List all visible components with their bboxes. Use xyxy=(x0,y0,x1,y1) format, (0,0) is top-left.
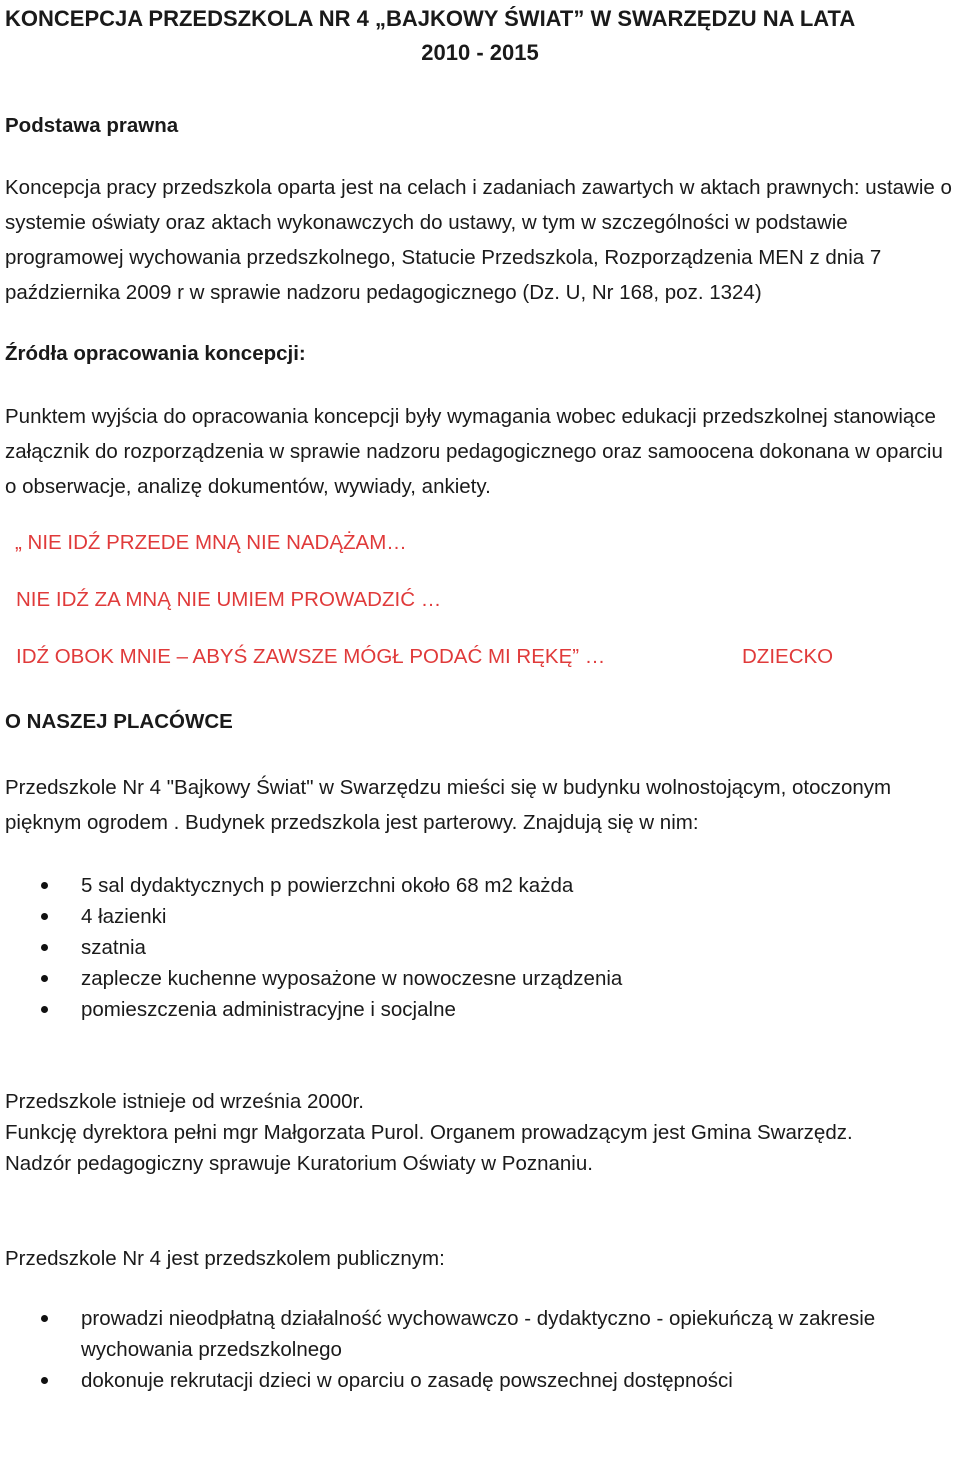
motto-line-3 xyxy=(5,639,955,674)
motto-line-2: NIE IDŹ ZA MNĄ NIE UMIEM PROWADZIĆ … xyxy=(16,588,442,611)
document-page xyxy=(5,0,955,1396)
list-item: 5 sal dydaktycznych p powierzchni około 68 m2 każda xyxy=(81,870,955,901)
list-item: dokonuje rekrutacji dzieci w oparciu o zasadę powszechnej dostępności xyxy=(81,1365,955,1396)
title-line-2: 2010 - 2015 xyxy=(421,40,539,65)
info-founded: Przedszkole istnieje od września 2000r. xyxy=(5,1090,364,1113)
legal-basis-text: Koncepcja pracy przedszkola oparta jest na celach i zadaniach zawartych w aktach prawnych: ustawie o systemie oświaty oraz aktach wykonawczych do ustawy, w tym w szczególności w podstawie programowej wychowania przedszkolnego, Statucie Przedszkola, Rozporządzenia MEN z dnia 7 października 2009 r w sprawie nadzoru pedagogicznego (Dz. U, Nr 168, poz. 1324) xyxy=(5,176,952,304)
about-heading: O NASZEJ PLACÓWCE xyxy=(5,710,233,733)
info-block xyxy=(5,1086,955,1179)
motto xyxy=(5,525,955,674)
list-item: szatnia xyxy=(81,932,955,963)
sources-heading: Źródła opracowania koncepcji: xyxy=(5,342,306,365)
sources-text: Punktem wyjścia do opracowania koncepcji były wymagania wobec edukacji przedszkolnej stanowiące załącznik do rozporządzenia w sprawie nadzoru pedagogicznego oraz samoocena dokonana w oparciu o obserwacje, analizę dokumentów, wywiady, ankiety. xyxy=(5,405,943,498)
about-text: Przedszkole Nr 4 "Bajkowy Świat" w Swarzędzu mieści się w budynku wolnostojącym, otoczonym pięknym ogrodem . Budynek przedszkola jest parterowy. Znajdują się w nim: xyxy=(5,776,892,834)
list-item: pomieszczenia administracyjne i socjalne xyxy=(81,994,955,1025)
public-list xyxy=(5,1303,955,1396)
motto-line-1: „ NIE IDŹ PRZEDE MNĄ NIE NADĄŻAM… xyxy=(15,531,407,554)
document-title xyxy=(5,2,955,70)
list-item: zaplecze kuchenne wyposażone w nowoczesne urządzenia xyxy=(81,963,955,994)
rooms-list xyxy=(5,870,955,1025)
motto-author: DZIECKO xyxy=(742,645,834,668)
title-line-1: KONCEPCJA PRZEDSZKOLA NR 4 „BAJKOWY ŚWIAT” W SWARZĘDZU NA LATA xyxy=(5,6,856,31)
list-item: 4 łazienki xyxy=(81,901,955,932)
info-supervision: Nadzór pedagogiczny sprawuje Kuratorium Oświaty w Poznaniu. xyxy=(5,1152,593,1175)
list-item: prowadzi nieodpłatną działalność wychowawczo - dydaktyczno - opiekuńczą w zakresie wychowania przedszkolnego xyxy=(81,1303,955,1365)
info-director: Funkcję dyrektora pełni mgr Małgorzata Purol. Organem prowadzącym jest Gmina Swarzędz. xyxy=(5,1121,853,1144)
legal-basis-heading: Podstawa prawna xyxy=(5,114,179,137)
motto-line-3-text: IDŹ OBOK MNIE – ABYŚ ZAWSZE MÓGŁ PODAĆ MI RĘKĘ” … xyxy=(16,645,606,668)
public-intro: Przedszkole Nr 4 jest przedszkolem publicznym: xyxy=(5,1247,445,1270)
